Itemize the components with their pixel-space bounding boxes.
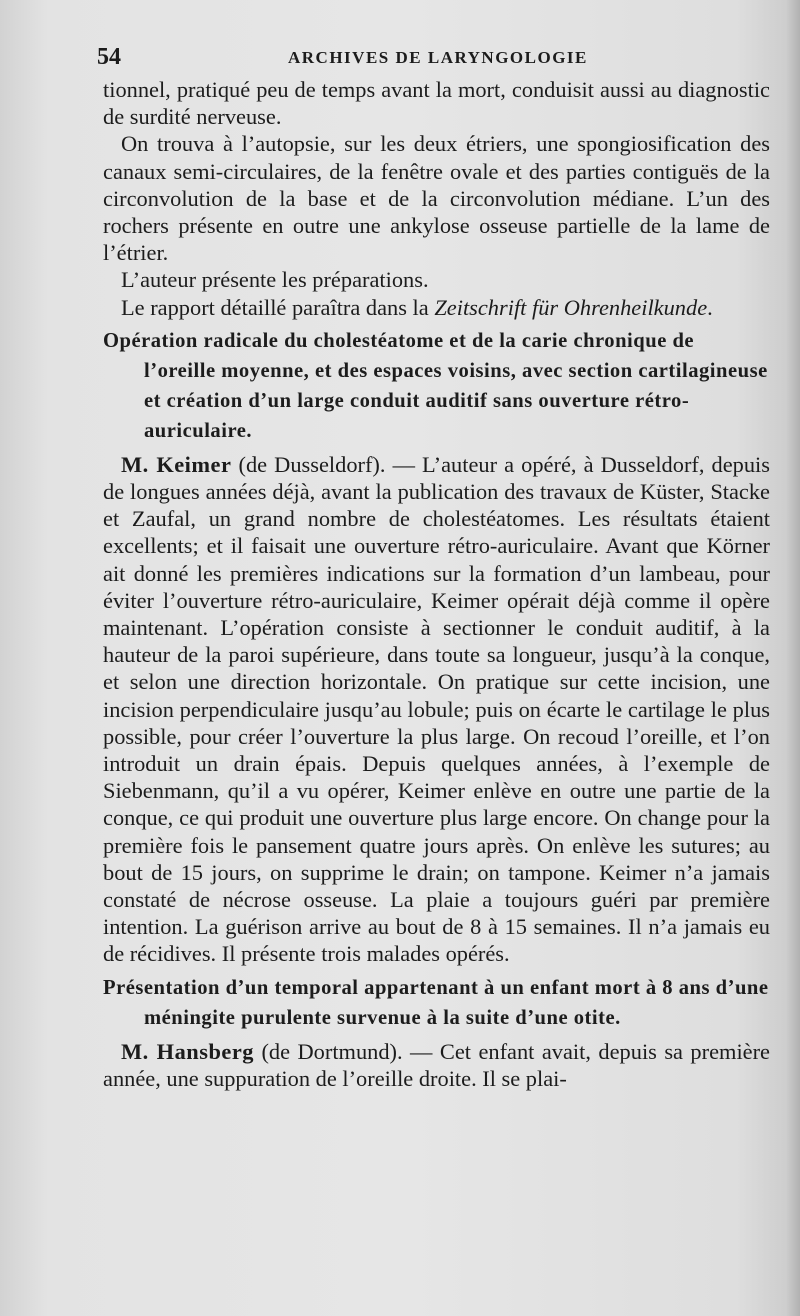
paragraph-preparations: L’auteur présente les préparations. bbox=[121, 267, 429, 293]
hansberg-text: (de Dortmund). — Cet enfant avait, depuis sa première année, une suppuration de l’oreille droite. Il se plai- bbox=[103, 1038, 770, 1091]
body-text bbox=[103, 76, 770, 1092]
page-header bbox=[97, 42, 770, 76]
keimer-text: (de Dusseldorf). — L’auteur a opéré, à Dusseldorf, depuis de longues années déjà, avant la publication des travaux de Küster, Stacke et Zaufal, un grand nombre de cholestéatomes. Les résultats étaient excellents; et il faisait une ouverture rétro-auriculaire. Avant que Körner ait donné les premières indications sur la formation d’un lambeau, pour éviter l’ouverture rétro-auriculaire, Keimer opérait déjà comme il opère maintenant. L’opération consiste à sectionner le conduit auditif, à la hauteur de la paroi supérieure, dans toute sa longueur, jusqu’à la conque, et selon une direction horizontale. On pratique sur cette incision, une incision perpendiculaire jusqu’au lobule; puis on écarte le cartilage le plus possible, pour créer l’ouverture la plus large. On recoud l’oreille, et l’on introduit un drain épais. Depuis quelques années, à l’exemple de Siebenmann, qu’il a vu opérer, Keimer enlève en outre une partie de la conque, ce qui produit une ouverture plus large encore. On change pour la première fois le pansement quatre jours après. On enlève les sutures; au bout de 15 jours, on supprime le drain; on tampone. Keimer n’a jamais constaté de nécrose osseuse. La plaie a toujours guéri par première intention. La guérison arrive au bout de 8 à 15 semaines. Il n’a jamais eu de récidives. Il présente trois malades opérés. bbox=[103, 451, 770, 967]
page-edge-shadow bbox=[786, 0, 800, 1316]
section-heading-radical-operation: Opération radicale du cholestéatome et de la carie chronique de l’oreille moyenne, et des espaces voisins, avec section cartilagineuse et création d’un large conduit auditif sans ouverture rétro-auriculaire. bbox=[103, 329, 768, 442]
speaker-name: M. Hansberg bbox=[121, 1038, 254, 1064]
report-end: . bbox=[707, 294, 713, 320]
paragraph-keimer bbox=[103, 451, 770, 968]
page-number: 54 bbox=[97, 44, 121, 70]
paragraph-hansberg bbox=[103, 1038, 770, 1092]
running-head: ARCHIVES DE LARYNGOLOGIE bbox=[288, 48, 588, 67]
section-heading-temporal: Présentation d’un temporal appartenant à un enfant mort à 8 ans d’une méningite purulente survenue à la suite d’une otite. bbox=[103, 976, 769, 1029]
journal-title: Zeitschrift für Ohrenheilkunde bbox=[434, 294, 708, 320]
report-text: Le rapport détaillé paraîtra dans la bbox=[121, 294, 435, 320]
speaker-name: M. Keimer bbox=[121, 451, 232, 477]
paragraph-report bbox=[103, 294, 770, 321]
paragraph-continuation: tionnel, pratiqué peu de temps avant la mort, conduisit aussi au diagnostic de surdité nerveuse. bbox=[103, 77, 770, 130]
paragraph-autopsy: On trouva à l’autopsie, sur les deux étriers, une spongiosification des canaux semi-circulaires, de la fenêtre ovale et des parties contiguës de la circonvolution de la base et de la circonvolution médiane. L’un des rochers présente en outre une ankylose osseuse partielle de la lame de l’étrier. bbox=[103, 131, 770, 266]
